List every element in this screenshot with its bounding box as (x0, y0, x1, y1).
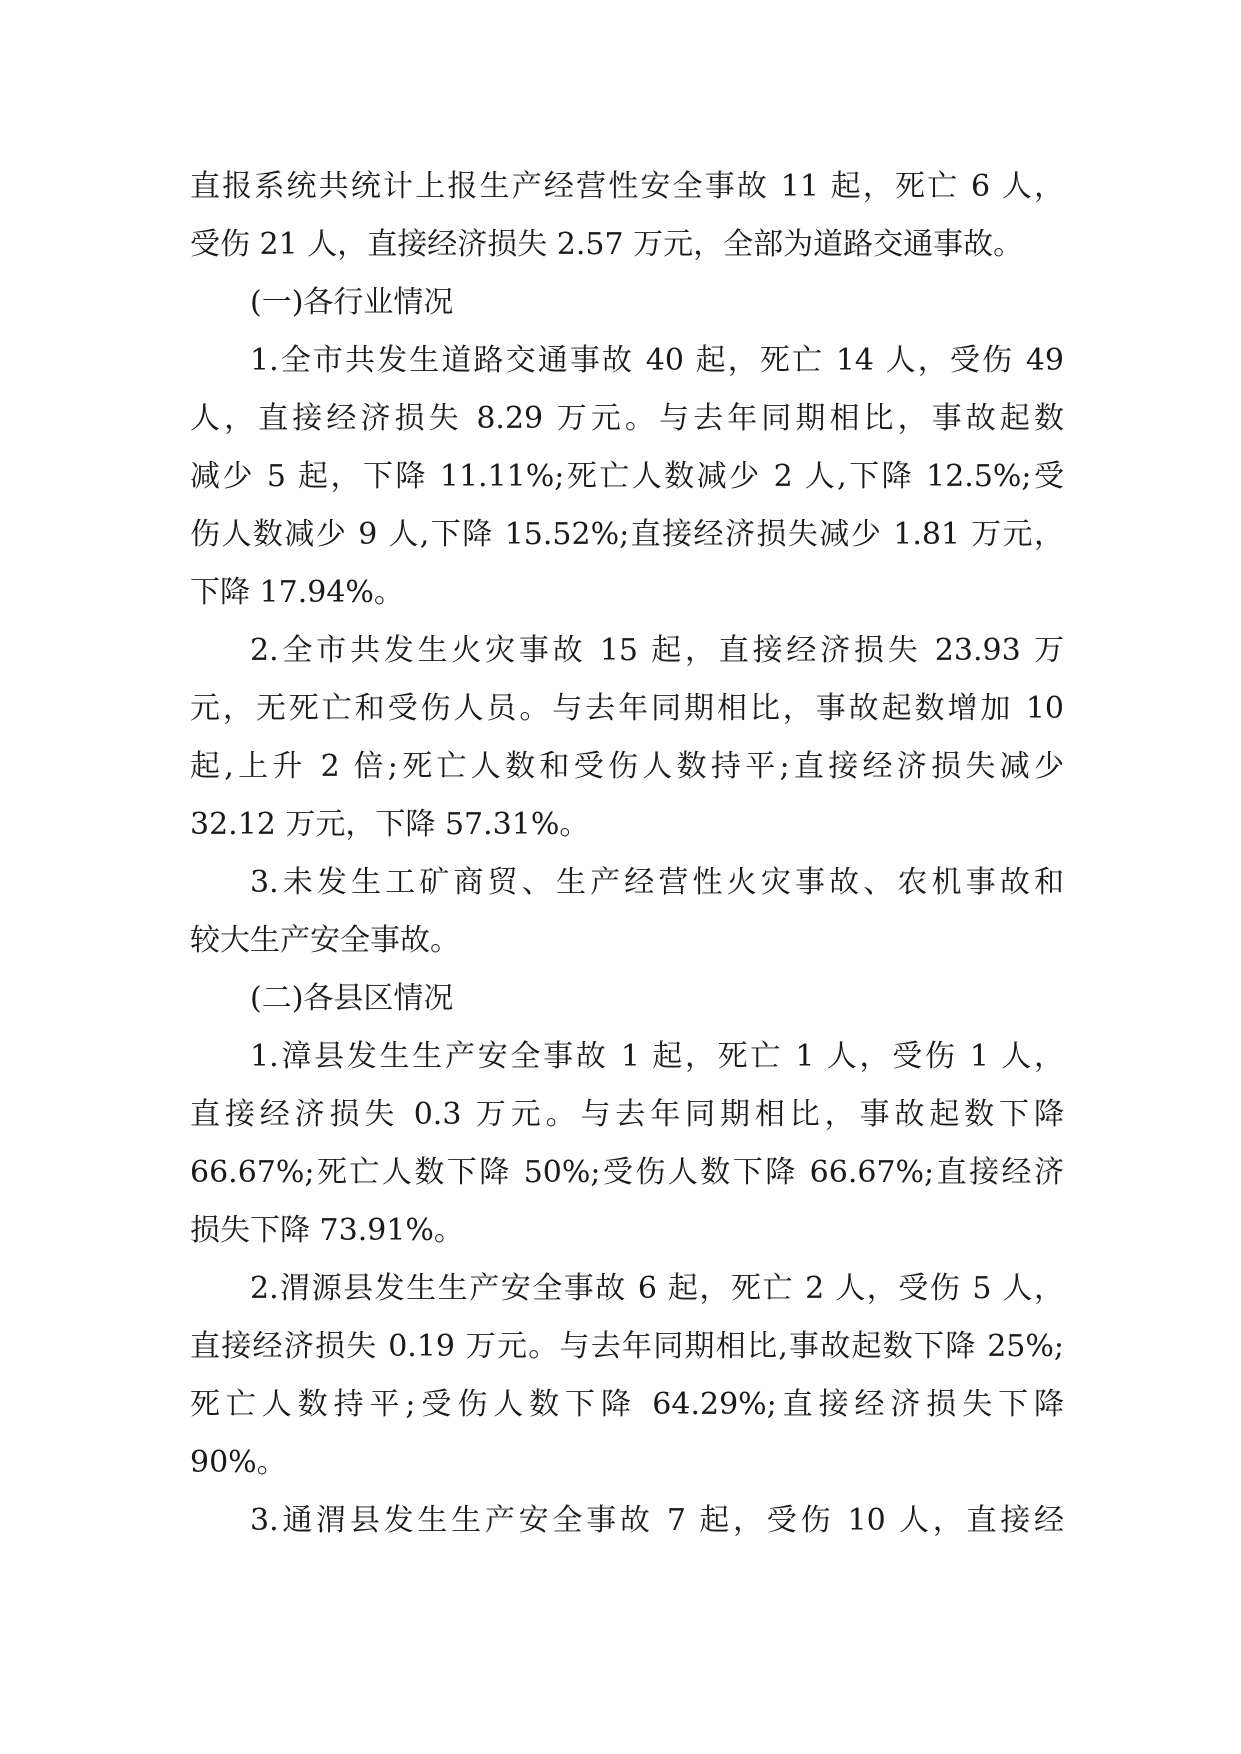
text-line: 90%。 (190, 1445, 287, 1480)
text-line: (一)各行业情况 (250, 285, 454, 320)
text-line: 2.全市共发生火灾事故 15 起，直接经济损失 23.93 万 (250, 633, 1064, 668)
text-line: 66.67%;死亡人数下降 50%;受伤人数下降 66.67%;直接经济 (190, 1155, 1064, 1190)
text-line: 3.通渭县发生生产安全事故 7 起，受伤 10 人，直接经 (250, 1503, 1064, 1538)
text-line: 下降 17.94%。 (190, 575, 404, 610)
text-line: 死亡人数持平;受伤人数下降 64.29%;直接经济损失下降 (190, 1387, 1064, 1422)
text-line: 伤人数减少 9 人,下降 15.52%;直接经济损失减少 1.81 万元， (190, 517, 1064, 552)
text-line: 减少 5 起，下降 11.11%;死亡人数减少 2 人,下降 12.5%;受 (190, 459, 1064, 494)
text-line: 人，直接经济损失 8.29 万元。与去年同期相比，事故起数 (190, 401, 1064, 436)
text-line: 损失下降 73.91%。 (190, 1213, 464, 1248)
text-line: 1.漳县发生生产安全事故 1 起，死亡 1 人，受伤 1 人， (250, 1039, 1064, 1074)
text-line: 3.未发生工矿商贸、生产经营性火灾事故、农机事故和 (250, 865, 1064, 900)
text-line: 直接经济损失 0.19 万元。与去年同期相比,事故起数下降 25%; (190, 1329, 1064, 1364)
text-line: 直报系统共统计上报生产经营性安全事故 11 起，死亡 6 人， (190, 169, 1064, 204)
text-line: 元，无死亡和受伤人员。与去年同期相比，事故起数增加 10 (190, 691, 1064, 726)
text-line: 1.全市共发生道路交通事故 40 起，死亡 14 人，受伤 49 (250, 343, 1064, 378)
text-line: 2.渭源县发生生产安全事故 6 起，死亡 2 人，受伤 5 人， (250, 1271, 1064, 1306)
text-line: (二)各县区情况 (250, 981, 454, 1016)
document-body (190, 158, 1064, 1550)
text-line: 起,上升 2 倍;死亡人数和受伤人数持平;直接经济损失减少 (190, 749, 1064, 784)
text-line: 受伤 21 人，直接经济损失 2.57 万元，全部为道路交通事故。 (190, 227, 1024, 262)
text-line: 直接经济损失 0.3 万元。与去年同期相比，事故起数下降 (190, 1097, 1064, 1132)
text-line: 32.12 万元，下降 57.31%。 (190, 807, 590, 842)
text-line: 较大生产安全事故。 (190, 923, 460, 958)
